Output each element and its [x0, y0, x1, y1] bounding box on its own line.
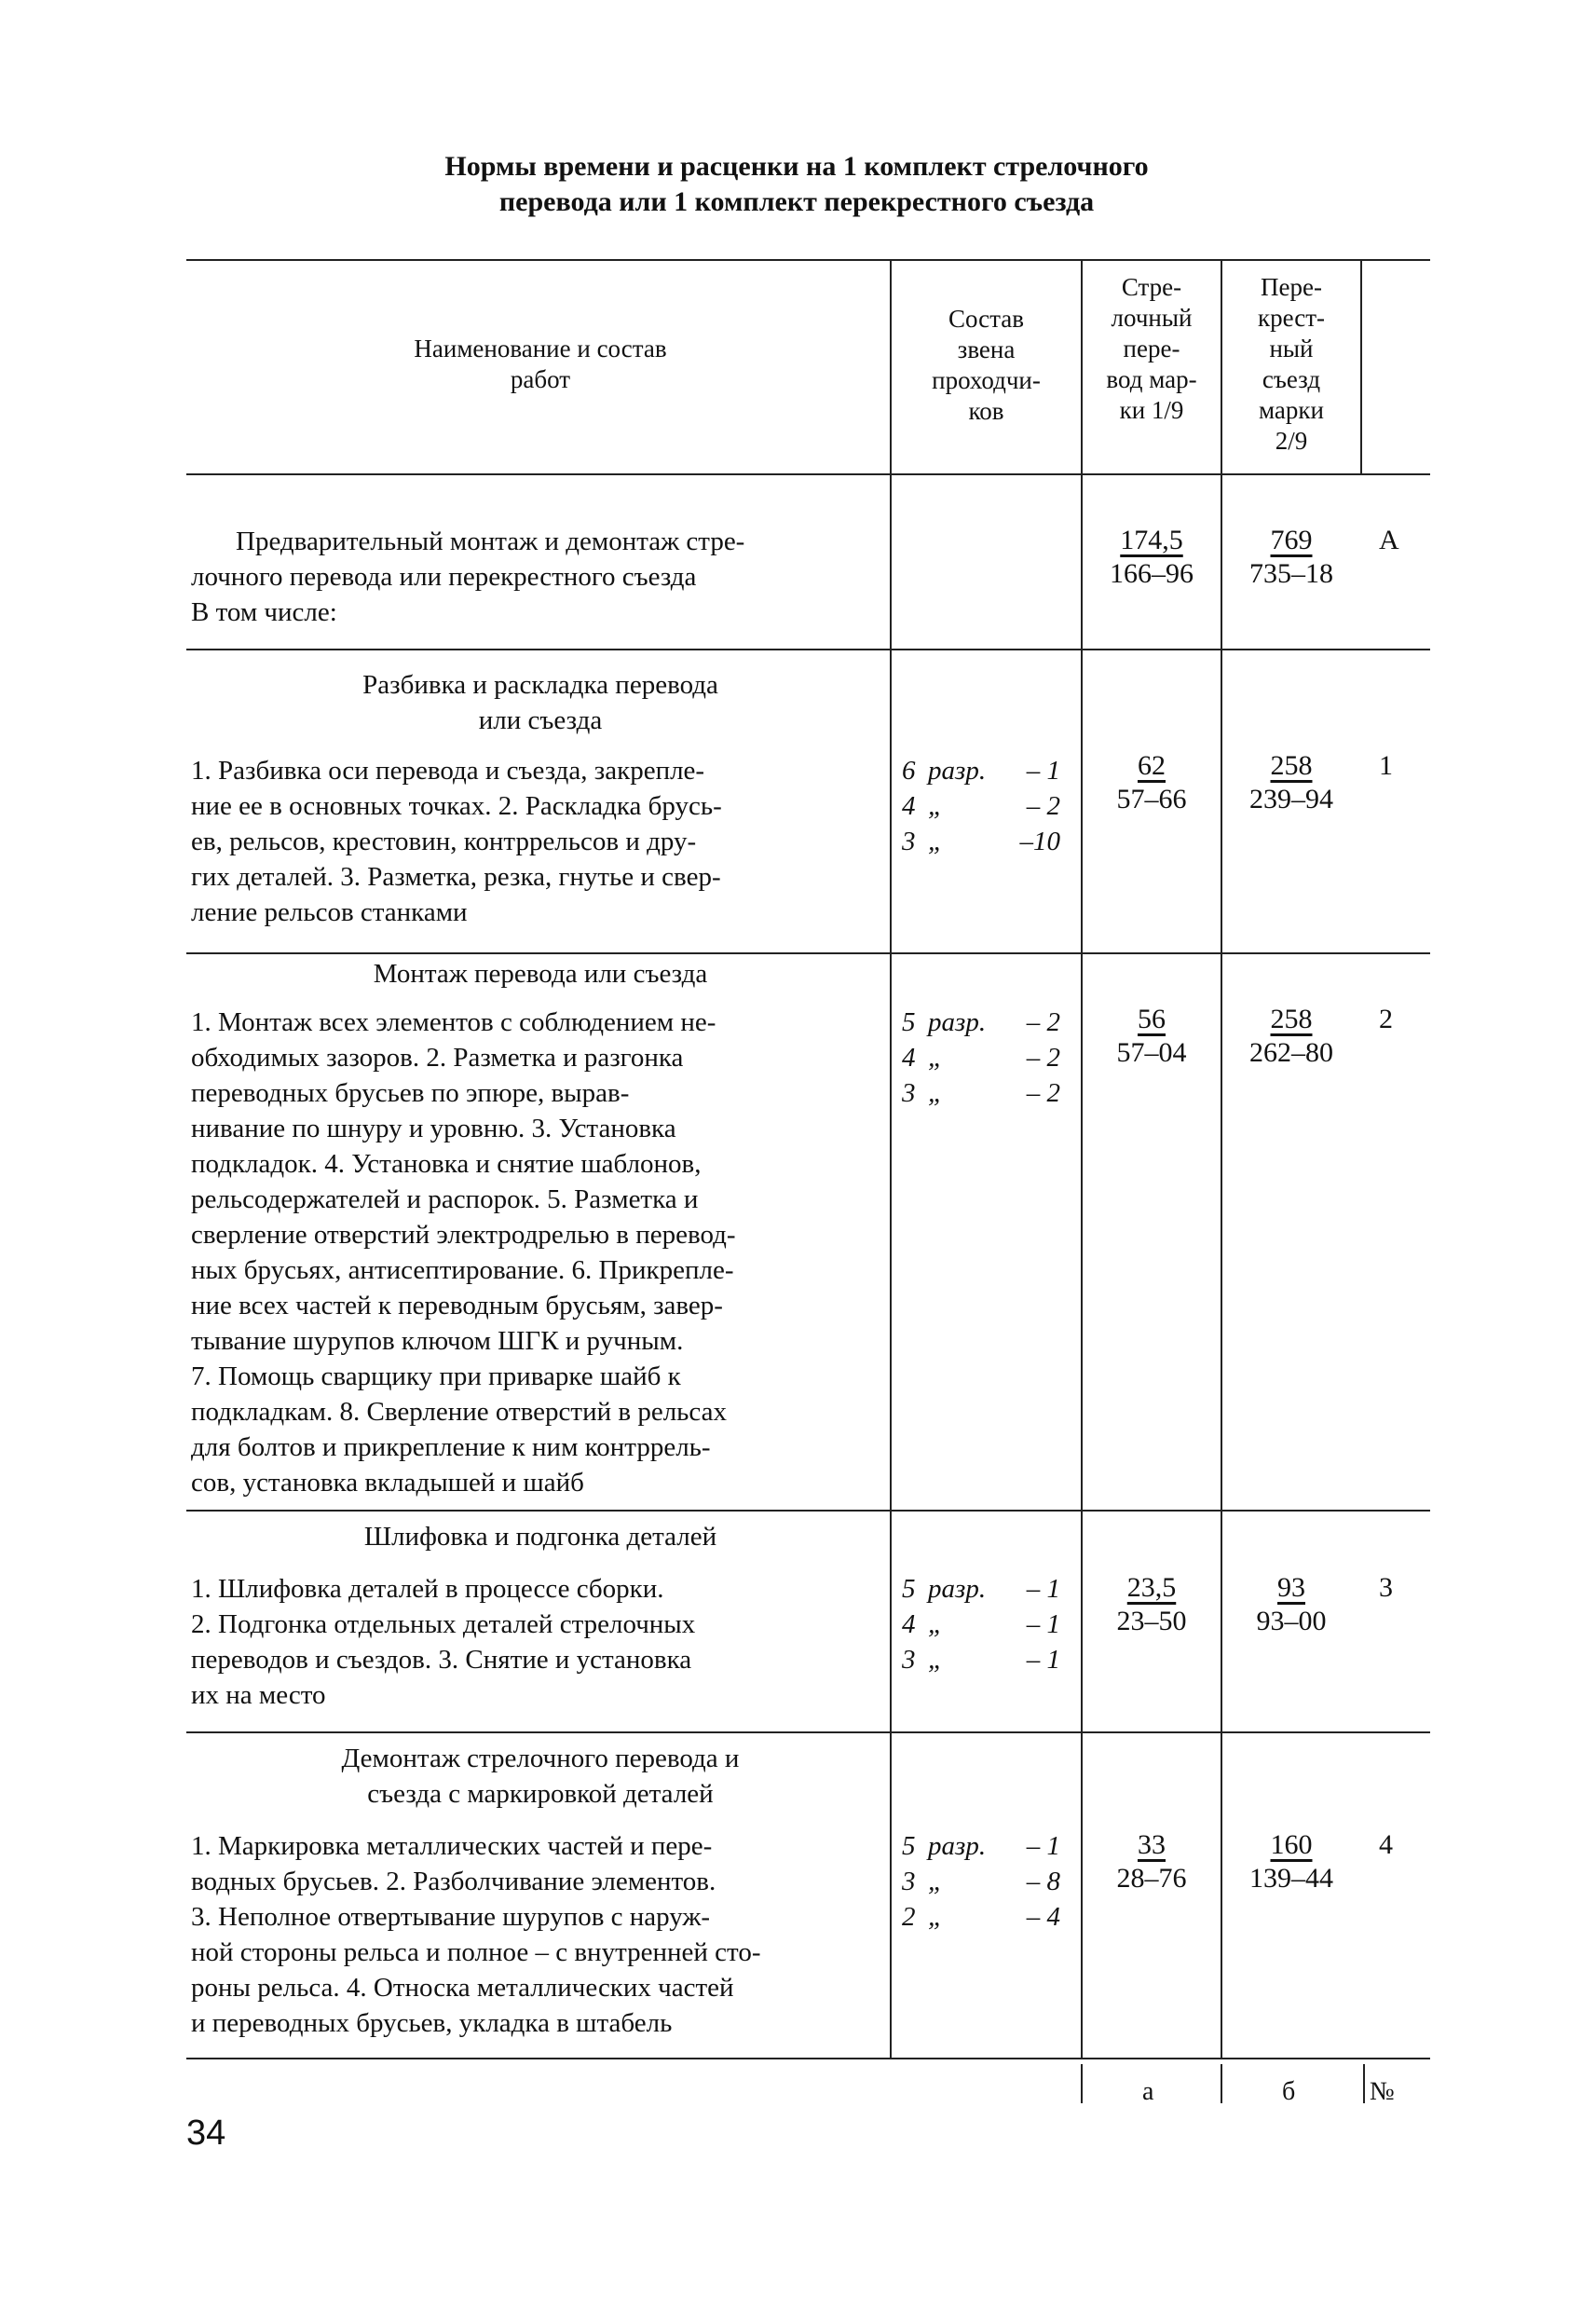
row-number: 2 — [1379, 1004, 1393, 1034]
norm-value: 23,5 — [1126, 1572, 1177, 1603]
section-title-line: или съезда — [478, 705, 603, 735]
crew-grade: 5 — [902, 1574, 916, 1604]
crew-line — [902, 1828, 1060, 1864]
desc-line: и переводных брусьев, укладка в штабель — [191, 2008, 673, 2038]
desc-line: переводных брусьев по эпюре, вырав- — [191, 1078, 630, 1108]
header-line: пере- — [1123, 335, 1180, 363]
rate-value: 239–94 — [1249, 784, 1333, 814]
crew-count: – 1 — [1026, 756, 1060, 786]
header-line: 2/9 — [1275, 427, 1308, 455]
crew-label: „ — [928, 1867, 944, 1896]
summary-crossover-value — [1222, 524, 1360, 591]
section-title — [214, 1519, 866, 1554]
desc-line: нивание по шнуру и уровню. 3. Установка — [191, 1114, 676, 1143]
row-number: 4 — [1379, 1829, 1393, 1860]
crew-line — [902, 824, 1060, 859]
crew-label: „ — [928, 1078, 944, 1108]
desc-line: 3. Неполное отвертывание шурупов с наруж- — [191, 1902, 711, 1932]
crew-line — [902, 1607, 1060, 1642]
crew-count: – 2 — [1026, 791, 1060, 821]
desc-line: сверление отверстий электродрелью в перевод- — [191, 1220, 736, 1250]
switch-value — [1083, 749, 1221, 816]
rate-value: 57–66 — [1116, 784, 1187, 814]
header-line: ков — [968, 397, 1004, 425]
crew-line — [902, 1040, 1060, 1075]
crew-count: – 2 — [1026, 1007, 1060, 1037]
desc-line: ние всех частей к переводным брусьям, завер- — [191, 1291, 723, 1320]
crossover-value — [1222, 1828, 1360, 1895]
desc-line: В том числе: — [191, 597, 337, 627]
header-line: проходчи- — [932, 366, 1041, 394]
rule-header-bottom — [186, 473, 1430, 475]
page-number: 34 — [186, 2114, 226, 2153]
crew-composition — [902, 1571, 1060, 1677]
col-divider-4 — [1360, 259, 1362, 473]
rule-top — [186, 259, 1430, 261]
crew-line — [902, 788, 1060, 824]
crossover-value — [1222, 749, 1360, 816]
crew-count: – 1 — [1026, 1831, 1060, 1861]
title-line: перевода или 1 комплект перекрестного съезда — [498, 186, 1095, 217]
norm-value: 62 — [1138, 750, 1166, 781]
header-line: Пере- — [1261, 273, 1322, 301]
crew-line — [902, 1075, 1060, 1111]
crew-label: „ — [928, 827, 944, 856]
header-line: марки — [1259, 396, 1324, 424]
footer-tick-a — [1081, 2064, 1083, 2103]
section-title-line: Шлифовка и подгонка деталей — [363, 1522, 717, 1552]
rate-value: 139–44 — [1249, 1863, 1333, 1894]
rate-value: 23–50 — [1116, 1606, 1187, 1636]
rate-value: 735–18 — [1249, 558, 1333, 589]
header-line: ный — [1269, 335, 1314, 363]
switch-value — [1083, 1571, 1221, 1638]
desc-line: ной стороны рельса и полное – с внутренней сто- — [191, 1937, 761, 1967]
section-description — [191, 1005, 880, 1500]
crew-label: разр. — [928, 1831, 987, 1861]
crew-line — [902, 1005, 1060, 1040]
header-crossover — [1222, 272, 1360, 457]
header-line: крест- — [1257, 304, 1326, 332]
norm-value: 93 — [1277, 1572, 1305, 1603]
crew-count: – 8 — [1026, 1867, 1060, 1896]
crew-count: –10 — [1019, 827, 1060, 856]
norm-value: 258 — [1270, 750, 1313, 781]
section-title-line: Демонтаж стрелочного перевода и — [341, 1744, 740, 1773]
rule-after-summary — [186, 649, 1430, 650]
crew-composition — [902, 1005, 1060, 1111]
desc-line: роны рельса. 4. Относка металлических частей — [191, 1973, 734, 2003]
section-description — [191, 1828, 880, 2041]
header-line: лочный — [1111, 304, 1193, 332]
footer-col-a: а — [1142, 2077, 1154, 2106]
rule-after-section-1 — [186, 952, 1430, 954]
header-line: съезд — [1262, 365, 1321, 393]
header-crew — [892, 304, 1081, 427]
summary-description — [191, 524, 880, 630]
desc-line: подкладкам. 8. Сверление отверстий в рельсах — [191, 1397, 727, 1427]
crew-grade: 4 — [902, 791, 916, 821]
rule-after-section-2 — [186, 1510, 1430, 1512]
desc-line: 7. Помощь сварщику при приварке шайб к — [191, 1361, 681, 1391]
desc-line: ние ее в основных точках. 2. Раскладка брусь- — [191, 791, 722, 821]
desc-line: 1. Шлифовка деталей в процессе сборки. — [191, 1574, 664, 1604]
norm-value: 769 — [1270, 525, 1313, 555]
desc-line: обходимых зазоров. 2. Разметка и разгонка — [191, 1043, 684, 1073]
crew-label: „ — [928, 1902, 944, 1932]
crew-count: – 2 — [1026, 1043, 1060, 1073]
crew-line — [902, 1899, 1060, 1935]
crew-label: разр. — [928, 756, 987, 786]
norm-value: 56 — [1138, 1004, 1166, 1034]
norm-value: 174,5 — [1120, 525, 1183, 555]
footer-col-b: б — [1282, 2077, 1296, 2106]
desc-line: ных брусьях, антисептирование. 6. Прикрепле- — [191, 1255, 734, 1285]
desc-line: для болтов и прикрепление к ним контррель- — [191, 1432, 711, 1462]
section-title-line: Монтаж перевода или съезда — [373, 959, 708, 989]
desc-line: рельсодержателей и распорок. 5. Разметка и — [191, 1184, 699, 1214]
header-line: ки 1/9 — [1119, 396, 1184, 424]
header-line: Состав — [948, 305, 1025, 333]
crew-count: – 1 — [1026, 1645, 1060, 1675]
table-title — [307, 149, 1286, 220]
section-title-line: съезда с маркировкой деталей — [367, 1779, 714, 1809]
section-description — [191, 753, 880, 930]
section-title — [214, 667, 866, 738]
desc-line: тывание шурупов ключом ШГК и ручным. — [191, 1326, 684, 1356]
desc-line: лочного перевода или перекрестного съезда — [191, 562, 697, 592]
header-line: вод мар- — [1106, 365, 1197, 393]
crew-label: „ — [928, 1043, 944, 1073]
rate-value: 262–80 — [1249, 1037, 1333, 1068]
crew-label: „ — [928, 1645, 944, 1675]
section-description — [191, 1571, 880, 1713]
header-line: звена — [957, 335, 1016, 363]
switch-value — [1083, 1003, 1221, 1070]
col-divider-1 — [890, 259, 892, 2059]
crew-grade: 4 — [902, 1043, 916, 1073]
desc-line: 1. Разбивка оси перевода и съезда, закрепле- — [191, 756, 705, 786]
crew-grade: 3 — [902, 1867, 916, 1896]
title-line: Нормы времени и расценки на 1 комплект стрелочного — [444, 151, 1149, 182]
row-number: 1 — [1379, 750, 1393, 781]
desc-line: переводов и съездов. 3. Снятие и установка — [191, 1645, 692, 1675]
section-title — [214, 956, 866, 992]
crossover-value — [1222, 1571, 1360, 1638]
footer-tick-b — [1221, 2064, 1222, 2103]
desc-line: гих деталей. 3. Разметка, резка, гнутье и свер- — [191, 862, 721, 892]
crew-line — [902, 753, 1060, 788]
crew-grade: 4 — [902, 1609, 916, 1639]
desc-line: сов, установка вкладышей и шайб — [191, 1468, 584, 1498]
header-name — [280, 334, 801, 395]
footer-tick-no — [1363, 2064, 1365, 2103]
summary-switch-value — [1083, 524, 1221, 591]
norm-value: 258 — [1270, 1004, 1313, 1034]
crew-count: – 2 — [1026, 1078, 1060, 1108]
rate-value: 166–96 — [1110, 558, 1194, 589]
desc-line: 2. Подгонка отдельных деталей стрелочных — [191, 1609, 696, 1639]
header-line: Наименование и состав — [414, 335, 667, 363]
crew-label: „ — [928, 1609, 944, 1639]
crew-grade: 3 — [902, 1078, 916, 1108]
crew-line — [902, 1642, 1060, 1677]
section-title-line: Разбивка и раскладка перевода — [362, 670, 718, 700]
header-line: Стре- — [1121, 273, 1182, 301]
desc-line: ление рельсов станками — [191, 897, 468, 927]
norm-value: 33 — [1138, 1829, 1166, 1860]
crew-composition — [902, 1828, 1060, 1935]
rate-value: 57–04 — [1116, 1037, 1187, 1068]
crew-line — [902, 1571, 1060, 1607]
rule-bottom — [186, 2058, 1430, 2059]
switch-value — [1083, 1828, 1221, 1895]
row-number: А — [1379, 525, 1399, 555]
desc-line: ев, рельсов, крестовин, контррельсов и дру- — [191, 827, 697, 856]
desc-line: их на место — [191, 1680, 326, 1710]
desc-line: 1. Маркировка металлических частей и пере- — [191, 1831, 713, 1861]
crew-composition — [902, 753, 1060, 859]
crew-grade: 3 — [902, 827, 916, 856]
desc-line: подкладок. 4. Установка и снятие шаблонов, — [191, 1149, 702, 1179]
crew-label: „ — [928, 791, 944, 821]
row-number: 3 — [1379, 1572, 1393, 1603]
crew-count: – 1 — [1026, 1574, 1060, 1604]
crew-grade: 5 — [902, 1831, 916, 1861]
header-line: работ — [510, 365, 571, 393]
footer-col-no: № — [1370, 2077, 1395, 2106]
crew-line — [902, 1864, 1060, 1899]
norm-value: 160 — [1270, 1829, 1313, 1860]
crew-label: разр. — [928, 1007, 987, 1037]
rate-value: 28–76 — [1116, 1863, 1187, 1894]
crew-label: разр. — [928, 1574, 987, 1604]
crew-grade: 5 — [902, 1007, 916, 1037]
crew-grade: 6 — [902, 756, 916, 786]
crew-grade: 2 — [902, 1902, 916, 1932]
rule-after-section-3 — [186, 1731, 1430, 1733]
crew-grade: 3 — [902, 1645, 916, 1675]
desc-line: Предварительный монтаж и демонтаж стре- — [236, 527, 745, 556]
desc-line: 1. Монтаж всех элементов с соблюдением не- — [191, 1007, 716, 1037]
section-title — [214, 1741, 866, 1812]
desc-line: водных брусьев. 2. Разболчивание элементов. — [191, 1867, 716, 1896]
rate-value: 93–00 — [1256, 1606, 1327, 1636]
crew-count: – 4 — [1026, 1902, 1060, 1932]
crossover-value — [1222, 1003, 1360, 1070]
header-switch — [1083, 272, 1221, 426]
crew-count: – 1 — [1026, 1609, 1060, 1639]
